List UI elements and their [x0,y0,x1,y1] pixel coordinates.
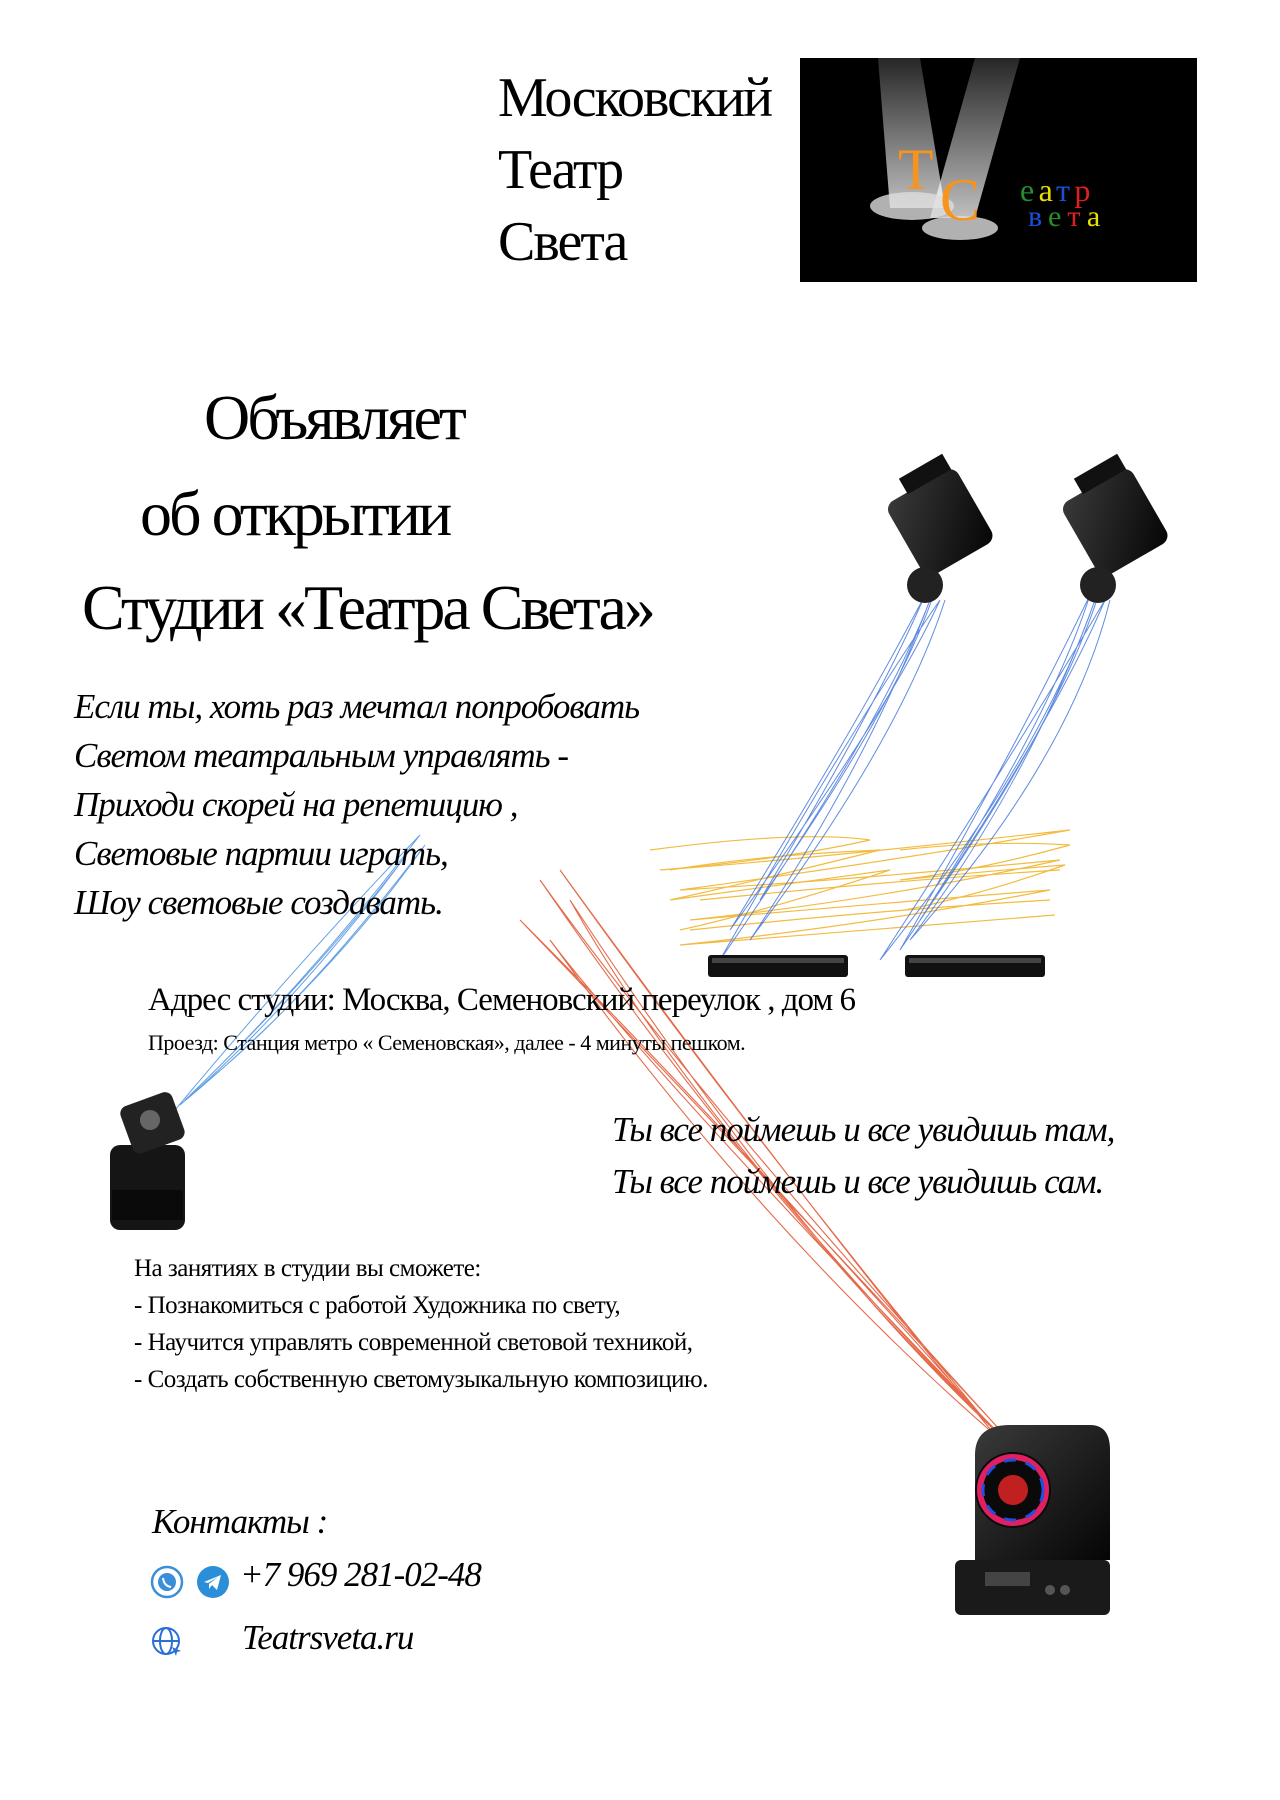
headline-line-1: Объявляет [204,382,464,453]
poem-line: Шоу световые создавать. [74,883,443,922]
theater-name [498,62,771,278]
yellow-scribble [650,830,1070,945]
moving-head-small [110,1090,187,1230]
headline-line-2: об открытии [140,478,450,549]
invitation-poem [74,682,639,927]
led-bar-left [708,955,848,977]
poem-line: Светом театральным управлять - [74,736,568,775]
theater-name-line-2: Театр [498,139,623,201]
logo-letter-t: Т [898,137,934,202]
feature-item: - Научится управлять современной световой техникой, [134,1329,693,1356]
viber-icon[interactable] [150,1565,184,1599]
blue-beam-right [880,590,1110,960]
phone-number[interactable]: +7 969 281-02-48 [240,1555,481,1594]
logo-word-eatr: еатр [1020,172,1095,208]
website-link[interactable]: Teatrsveta.ru [242,1618,414,1657]
spotlight-fixture-right [1059,454,1171,603]
logo-letter-s: С [940,167,981,233]
contacts-title: Контакты : [152,1502,328,1541]
features-intro: На занятиях в студии вы сможете: [134,1255,481,1282]
studio-features [134,1250,708,1398]
telegram-icon[interactable] [196,1565,230,1599]
poem-line: Световые партии играть, [74,834,448,873]
theater-name-line-1: Московский [498,67,772,129]
logo-word-veta: вета [1028,200,1107,233]
feature-item: - Познакомиться с работой Художника по свету, [134,1292,621,1319]
feature-item: - Создать собственную светомузыкальную композицию. [134,1366,708,1393]
poem-line: Приходи скорей на репетицию , [74,785,518,824]
chorus [612,1104,1114,1208]
spotlight-fixture-left [884,454,996,603]
headline-line-3: Студии «Театра Света» [82,572,653,643]
moving-head-beam [955,1425,1110,1615]
theater-logo [800,58,1197,282]
logo-spotlights [800,58,1197,282]
chorus-line: Ты все поймешь и все увидишь там, [612,1110,1115,1149]
blue-beam-left [720,590,945,960]
studio-address: Адрес студии: Москва, Семеновский переулок , дом 6 [148,982,856,1018]
led-bar-right [905,955,1045,977]
route-directions: Проезд: Станция метро « Семеновская», далее - 4 минуты пешком. [148,1030,746,1055]
chorus-line: Ты все поймешь и все увидишь сам. [612,1162,1104,1201]
theater-name-line-3: Света [498,211,627,273]
globe-icon[interactable] [150,1625,184,1659]
poem-line: Если ты, хоть раз мечтал попробовать [74,687,640,726]
